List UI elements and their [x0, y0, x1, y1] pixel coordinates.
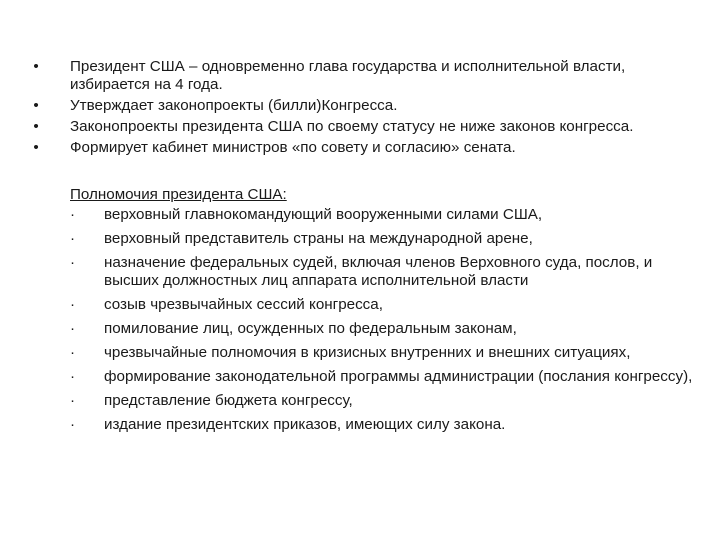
item-marker: · [70, 368, 76, 385]
powers-item-text: представление бюджета конгрессу, [104, 392, 353, 409]
item-marker: · [70, 320, 76, 337]
item-marker: · [70, 392, 76, 409]
summary-bullet-text: Президент США – одновременно глава государства и исполнительной власти, избирается на 4 года. [70, 58, 626, 93]
powers-item-text: чрезвычайные полномочия в кризисных внутренних и внешних ситуациях, [104, 344, 631, 361]
powers-item-text: формирование законодательной программы администрации (послания конгрессу), [104, 368, 693, 385]
summary-bullet-list [30, 58, 690, 160]
powers-item-text: верховный представитель страны на международной арене, [104, 230, 533, 247]
powers-item [70, 392, 700, 410]
powers-list [70, 206, 700, 434]
powers-item-text: созыв чрезвычайных сессий конгресса, [104, 296, 383, 313]
bullet-marker: • [33, 97, 39, 114]
powers-item-text: верховный главнокомандующий вооруженными силами США, [104, 206, 543, 223]
powers-item [70, 368, 700, 386]
bullet-marker: • [33, 58, 39, 75]
item-marker: · [70, 254, 76, 271]
bullet-marker: • [33, 118, 39, 135]
item-marker: · [70, 416, 76, 433]
item-marker: · [70, 206, 76, 223]
powers-item [70, 254, 700, 290]
summary-bullet [30, 58, 690, 94]
summary-bullet [30, 97, 690, 115]
powers-title: Полномочия президента США: [70, 186, 287, 203]
powers-item [70, 296, 700, 314]
powers-section [70, 186, 700, 440]
powers-item [70, 344, 700, 362]
powers-item [70, 416, 700, 434]
item-marker: · [70, 296, 76, 313]
summary-bullet-text: Законопроекты президента США по своему статусу не ниже законов конгресса. [70, 118, 634, 135]
summary-bullet-text: Утверждает законопроекты (билли)Конгресса. [70, 97, 398, 114]
powers-item [70, 206, 700, 224]
item-marker: · [70, 230, 76, 247]
summary-bullet [30, 139, 690, 157]
bullet-marker: • [33, 139, 39, 156]
powers-item-text: издание президентских приказов, имеющих силу закона. [104, 416, 506, 433]
powers-item [70, 230, 700, 248]
powers-item-text: помилование лиц, осужденных по федеральным законам, [104, 320, 517, 337]
summary-bullet-text: Формирует кабинет министров «по совету и согласию» сената. [70, 139, 516, 156]
powers-item-text: назначение федеральных судей, включая членов Верховного суда, послов, и высших должностных лиц аппарата исполнительной власти [104, 254, 653, 289]
summary-bullet [30, 118, 690, 136]
item-marker: · [70, 344, 76, 361]
powers-item [70, 320, 700, 338]
